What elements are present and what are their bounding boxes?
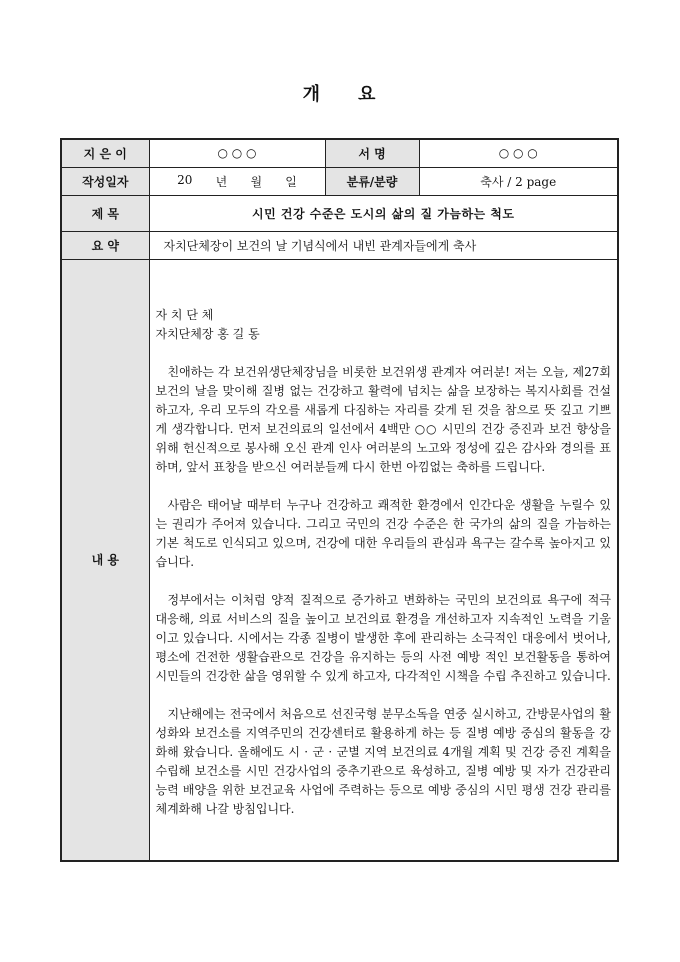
content-speaker: 자치단체장 홍 길 동 [155,327,260,342]
document-title [0,80,680,106]
author-label: 지 은 이 [61,139,149,167]
date-row [61,167,618,195]
content-paragraph-4: 지난해에는 전국에서 처음으로 선진국형 분무소독을 연중 실시하고, 간방문사업의 활성화와 보건소를 지역주민의 건강센터로 활용하게 하는 등 질병 예방 중심의 활동을 강화해 왔습니다. 올해에도 시 · 군 · 군별 지역 보건의료 4개월 계획 및 건강 증진 계획을 수립해 보건소를 시민 건강사업의 중추기관으로 육성하고, 질병 예방 및 자가 건강관리 능력 배양을 위한 보건교육 사업에 주력하는 등으로 예방 중심의 시민 평생 건강 관리를 체계화해 나갈 방침입니다. [155,707,611,817]
author-value: ○ ○ ○ [149,139,325,167]
date-day-unit: 일 [285,174,297,189]
content-paragraph-3: 정부에서는 이처럼 양적 질적으로 증가하고 변화하는 국민의 보건의료 욕구에 적극 대응해, 의료 서비스의 질을 높이고 보건의료 환경을 개선하고자 지속적인 노력을 기울이고 있습니다. 시에서는 각종 질병이 발생한 후에 관리하는 소극적인 대응에서 벗어나, 평소에 건전한 생활습관으로 건강을 유지하는 등의 사전 예방 적인 보건활동을 통하여 시민들의 건강한 삶을 영위할 수 있게 하고자, 다각적인 시책을 수립 추진하고 있습니다. [155,593,611,684]
summary-row [61,231,618,259]
content-paragraph-2: 사람은 태어날 때부터 누구나 건강하고 쾌적한 환경에서 인간다운 생활을 누릴수 있는 권리가 주어져 있습니다. 그리고 국민의 건강 수준은 한 국가의 삶의 질을 가늠하는 기본 척도로 인식되고 있으며, 건강에 대한 우리들의 관심과 욕구는 갈수록 높아지고 있습니다. [155,498,611,570]
signature-label-text: 서 명 [358,146,386,161]
title-part-2: 요 [358,84,378,105]
summary-value: 자치단체장이 보건의 날 기념식에서 내빈 관계자들에게 축사 [149,231,618,259]
signature-value: ○ ○ ○ [419,139,618,167]
content-paragraph-1: 친애하는 각 보건위생단체장님을 비롯한 보건위생 관계자 여러분! 저는 오늘, 제27회 보건의 날을 맞이해 질병 없는 건강하고 활력에 넘치는 삶을 보장하는 복지사회를 건설하고자, 우리 모두의 각오를 새롭게 다짐하는 자리를 갖게 된 것을 참으로 뜻 깊고 기쁘게 생각합니다. 먼저 보건의료의 일선에서 4백만 ○○ 시민의 건강 증진과 보건 향상을 위해 헌신적으로 봉사해 오신 관계 인사 여러분의 노고와 정성에 깊은 감사와 경의를 표하며, 앞서 표창을 받으신 여러분들께 다시 한번 아낌없는 축하를 드립니다. [155,365,611,475]
content-org: 자 치 단 체 [155,308,214,323]
signature-label [325,139,419,167]
date-label: 작성일자 [61,167,149,195]
category-label: 분류/분량 [325,167,419,195]
author-row [61,139,618,167]
title-part-1: 개 [302,84,322,105]
date-month-unit: 월 [250,174,263,189]
summary-label: 요 약 [61,231,149,259]
date-year-unit: 년 [215,174,228,189]
overview-table [60,138,619,862]
category-value: 축사 / 2 page [419,167,618,195]
subject-row [61,195,618,231]
date-year: 20 [177,172,193,187]
date-value [149,167,325,195]
subject-value: 시민 건강 수준은 도시의 삶의 질 가늠하는 척도 [149,195,618,231]
content-label: 내 용 [61,259,149,861]
content-body [149,259,618,861]
subject-label: 제 목 [61,195,149,231]
content-row [61,259,618,861]
